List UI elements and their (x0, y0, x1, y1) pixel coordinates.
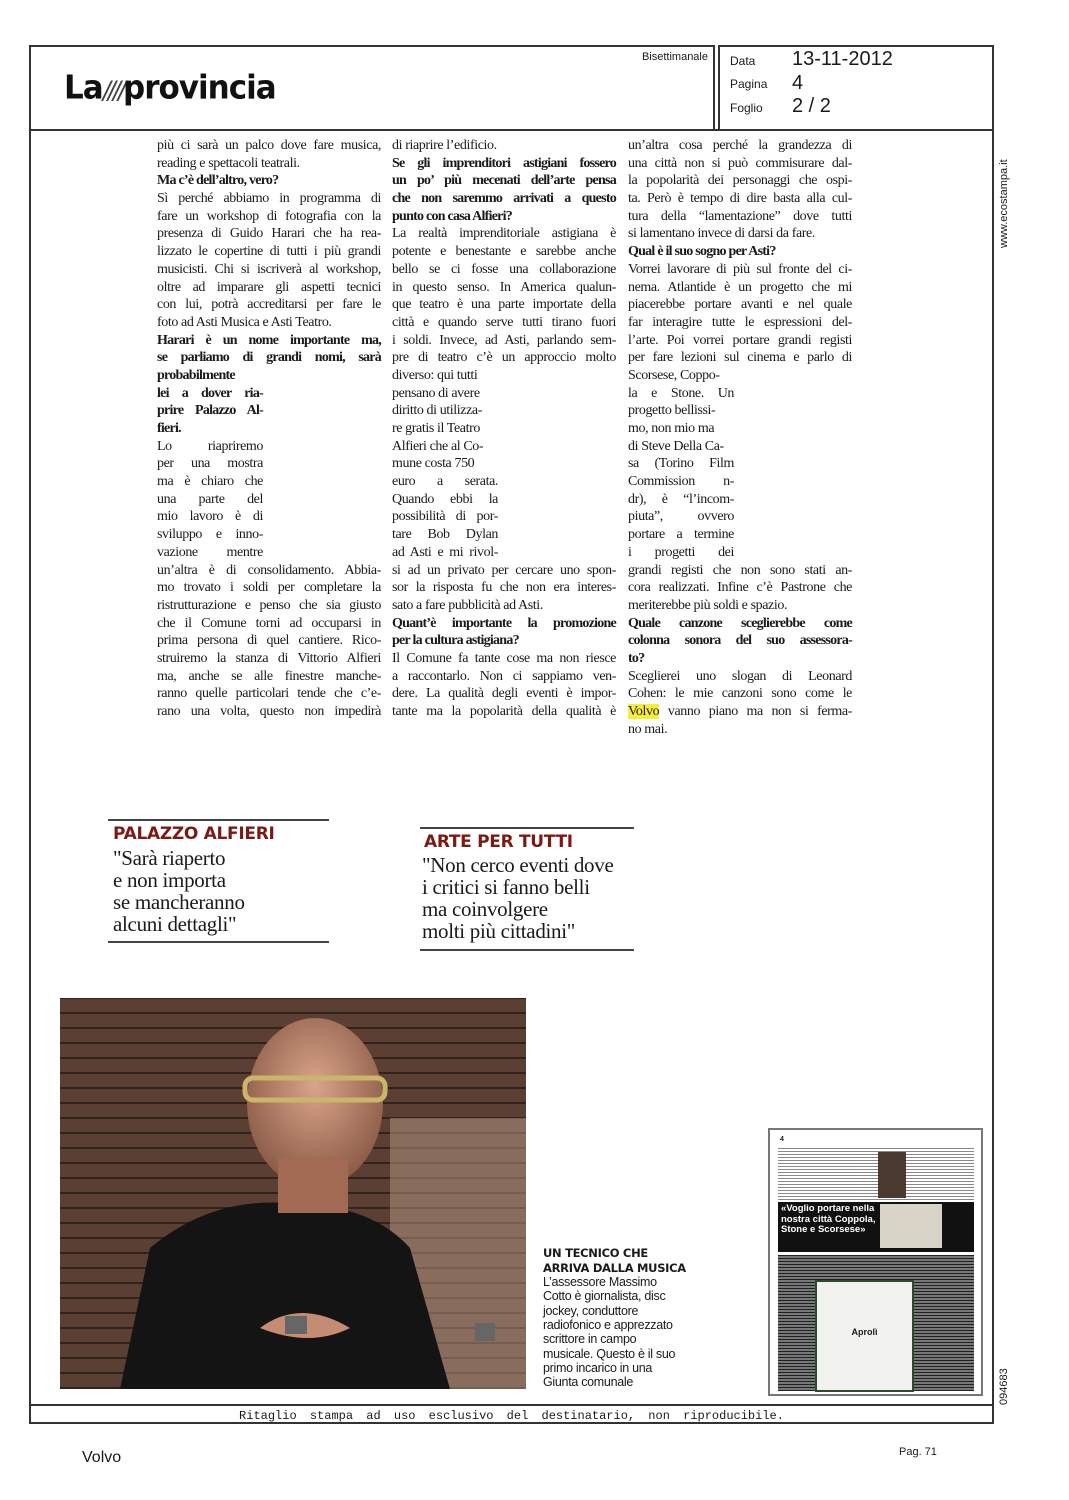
caption-line: primo incarico in una (543, 1360, 653, 1375)
page-label: Pagina (730, 77, 768, 91)
pullquote-line: "Sarà riaperto (113, 846, 226, 870)
text-line: di Steve Della Ca- (628, 438, 724, 454)
question-line: lei a dover ria- (157, 385, 263, 401)
text-line: per fare lezioni sul cinema e parlo di (628, 350, 852, 366)
pullquote-line: "Non cerco eventi dove (422, 853, 614, 877)
question-line: per la cultura astigiana? (392, 633, 519, 649)
question-line: Harari è un nome importante ma, (157, 332, 381, 348)
pullquote-line: e non importa (113, 868, 226, 892)
text-line: di riaprire l’edificio. (392, 138, 497, 153)
text-line: ad Asti e mi rivol- (392, 544, 498, 560)
text-line: ta. Però è tempo di dire basta alla cul- (628, 191, 852, 207)
thumbnail-photo (880, 1204, 942, 1248)
question-line: Se gli imprenditori astigiani fossero (392, 155, 616, 171)
question-line: Ma c’è dell’altro, vero? (157, 173, 279, 189)
caption-line: scrittore in campo (543, 1332, 637, 1347)
pullquote-line: alcuni dettagli" (113, 912, 237, 936)
text-line (628, 703, 852, 721)
logo-text: La (64, 69, 103, 107)
text-line: Vorrei lavorare di più sul fronte del ci- (628, 261, 852, 277)
portrait-photo (60, 998, 526, 1389)
question-line: fieri. (157, 421, 181, 436)
text-line: che il Comune torni ad occuparsi in (157, 615, 381, 631)
text-line: piuta”, ovvero (628, 509, 734, 525)
text-line: pre di teatro c’è un approccio molto (392, 350, 616, 366)
logo-slashes: //// (102, 75, 124, 105)
text-line: La realtà imprenditoriale astigiana è (392, 226, 616, 242)
text-line: la e Stone. Un (628, 385, 734, 401)
date-label: Data (730, 54, 756, 68)
text-line: Quando ebbi la (392, 491, 498, 507)
caption-line: L’assessore Massimo (543, 1275, 657, 1289)
text-line: que teatro è una parte importate della (392, 297, 616, 313)
newspaper-logo (64, 69, 276, 107)
text-line: Sì perché abbiamo in programma di (157, 191, 381, 207)
text-line: ma, anche se alle finestre manche- (157, 668, 381, 684)
text-line: pensano di avere (392, 385, 480, 401)
website-label: www.ecostampa.it (998, 159, 1010, 248)
clipping-code: 094683 (998, 1368, 1010, 1405)
text-line: foto ad Asti Musica e Asti Teatro. (157, 314, 332, 330)
pullquote-line: se mancheranno (113, 890, 245, 914)
text-line: lizzato le copertine di tutti i più grandi (157, 244, 381, 260)
text-line: tante ma la popolarità della qualità è (392, 704, 616, 719)
caption-line: musicale. Questo è il suo (543, 1346, 676, 1361)
logo-text: provincia (123, 69, 276, 107)
text-line: meriterebbe più soldi e spazio. (628, 597, 788, 613)
text-line: si ad un privato per cercare uno spon- (392, 562, 616, 578)
text-line: sato a fare pubblicità ad Asti. (392, 597, 543, 613)
text-line: no mai. (628, 721, 668, 737)
text-line: una città non si può commisurare dal- (628, 155, 852, 171)
thumbnail-text-block (778, 1146, 974, 1206)
thumbnail-photo (878, 1152, 906, 1198)
caption-line: Cotto è giornalista, disc (543, 1289, 666, 1304)
text-line: mo, non mio ma (628, 421, 715, 436)
text-line: i soldi. Invece, ad Asti, parlando sem- (392, 332, 616, 348)
text-line: Cohen: le mie canzoni sono come le (628, 686, 852, 702)
text-line: sviluppo e inno- (157, 527, 263, 543)
thumbnail-page-number: 4 (780, 1136, 784, 1143)
question-line: colonna sonora del suo assessora- (628, 633, 852, 649)
text-line: ristrutturazione e penso che sia giusto (157, 597, 381, 613)
text-line: diverso: qui tutti (392, 367, 478, 383)
text-line: Sceglierei uno slogan di Leonard (628, 668, 852, 684)
question-line: Quant’è importante la promozione (392, 615, 616, 631)
text-line: potente e benestante e sarebbe anche (392, 244, 616, 260)
text-line: un’altra è di consolidamento. Abbia- (157, 562, 381, 578)
text-line: sa (Torino Film (628, 456, 734, 472)
page-thumbnail (768, 1128, 983, 1396)
text-line: l’arte. Poi vorrei portare grandi registi (628, 332, 852, 348)
text-line: i progetti dei (628, 544, 734, 560)
text-line: la popolarità dei personaggi che ospi- (628, 173, 852, 189)
text-line: una parte del (157, 491, 263, 507)
text-line: piacerebbe portare avanti e nel quale (628, 297, 852, 313)
keyword-label: Volvo (82, 1449, 122, 1466)
question-line: prire Palazzo Al- (157, 403, 263, 419)
text-line: musicisti. Chi si iscriverà al workshop, (157, 261, 381, 277)
text-line: possibilità di por- (392, 509, 498, 525)
text-line: dr), è “l’incom- (628, 491, 734, 507)
text-line: bello se ci fosse una collaborazione (392, 261, 616, 277)
text-line: Il Comune fa tante cose ma non riesce (392, 650, 616, 666)
page-number: Pag. 71 (899, 1446, 937, 1458)
text-line: oltre ad imparare gli aspetti tecnici (157, 279, 381, 295)
text-line: città e quando serve tutti tirano fuori (392, 314, 616, 330)
thumbnail-headline: «Voglio portare nella nostra città Coppola, Stone e Scorsese» (781, 1203, 876, 1235)
footer-notice: Ritaglio stampa ad uso esclusivo del destinatario, non riproducibile. (31, 1404, 992, 1423)
text-line: Scorsese, Coppo- (628, 367, 720, 383)
text-line: tare Bob Dylan (392, 527, 498, 543)
text-line: ma è chiaro che (157, 474, 263, 490)
question-line: punto con casa Alfieri? (392, 208, 513, 224)
text-line: mune costa 750 (392, 456, 475, 472)
text-line: per una mostra (157, 456, 263, 472)
pullquote-heading: ARTE PER TUTTI (424, 832, 573, 852)
frequency-label: Bisettimanale (641, 51, 708, 63)
question-line: un po’ più mecenati dell’arte pensa (392, 173, 616, 189)
question-line: Quale canzone sceglierebbe come (628, 615, 852, 631)
text-line: re gratis il Teatro (392, 421, 480, 436)
page-value: 4 (792, 72, 804, 94)
article-column-2 (392, 137, 616, 721)
text-line: euro a serata. (392, 474, 498, 490)
caption-line: jockey, conduttore (543, 1303, 639, 1318)
sheet-value: 2 / 2 (792, 95, 831, 117)
text-line: vazione mentre (157, 544, 263, 560)
sheet-label: Foglio (730, 101, 763, 115)
text-line: mo trovato i soldi per completare la (157, 580, 381, 596)
pullquote-line: ma coinvolgere (422, 897, 548, 921)
text-line: fare un workshop di fotografia con la (157, 208, 381, 224)
text-line: in questo senso. In America qualun- (392, 279, 616, 295)
caption-line: radiofonico e apprezzato (543, 1317, 673, 1332)
divider (420, 827, 634, 829)
thumbnail-ad-title: Aprolì (851, 1327, 878, 1337)
text-line: prima persona di quel cantiere. Rico- (157, 633, 381, 649)
text-line: si lamentano invece di darsi da fare. (628, 226, 815, 242)
text-line: Alfieri che al Co- (392, 438, 484, 454)
highlighted-keyword: Volvo (628, 704, 660, 719)
divider (420, 949, 634, 951)
text-line: più ci sarà un palco dove fare musica, (157, 138, 381, 153)
text-line: dere. La qualità degli eventi è impor- (392, 686, 616, 702)
text-line: progetto bellissi- (628, 403, 716, 419)
text-line: struiremo la stanza di Vittorio Alfieri (157, 650, 381, 666)
text-fragment: vanno piano ma non si ferma- (659, 704, 852, 719)
text-line: un’altra cosa perché la grandezza di (628, 138, 852, 153)
article-column-3 (628, 137, 852, 738)
text-line: a raccontarlo. Non ci sappiamo ven- (392, 668, 616, 684)
portrait-illustration (60, 998, 526, 1389)
text-line: mio lavoro è di (157, 509, 263, 525)
text-line: Commission n- (628, 474, 734, 490)
text-line: presenza di Guido Harari che ha rea- (157, 226, 381, 242)
text-line: sor la risposta fu che non era interes- (392, 580, 616, 596)
text-line: far interagire tutte le espressioni del- (628, 314, 852, 330)
question-line: probabilmente (157, 367, 235, 383)
pullquote-line: i critici si fanno belli (422, 875, 590, 899)
question-line: che non saremmo arrivati a questo (392, 191, 616, 207)
text-line: Lo riapriremo (157, 438, 263, 454)
text-line: grandi registi che non sono stati an- (628, 562, 852, 578)
thumbnail-ad (815, 1280, 914, 1392)
caption-title: UN TECNICO CHE (543, 1246, 648, 1260)
pullquote-line: molti più cittadini" (422, 919, 576, 943)
caption-line: Giunta comunale (543, 1375, 634, 1390)
text-line: cora realizzati. Infine c’è Pastrone che (628, 580, 852, 596)
divider (108, 941, 329, 943)
text-line: ranno quelle particolari tende che c’e- (157, 686, 381, 702)
text-line: nema. Atlantide è un progetto che mi (628, 279, 852, 295)
date-value: 13-11-2012 (792, 48, 893, 70)
question-line: se parliamo di grandi nomi, sarà (157, 350, 381, 366)
caption-title: ARRIVA DALLA MUSICA (543, 1261, 686, 1275)
text-line: portare a termine (628, 527, 734, 543)
text-line: rano una volta, questo non impedirà (157, 704, 381, 719)
pullquote-heading: PALAZZO ALFIERI (113, 824, 275, 844)
text-line: tura della “lamentazione” dove tutti (628, 208, 852, 224)
question-line: Qual è il suo sogno per Asti? (628, 244, 776, 260)
article-column-1 (157, 137, 381, 721)
divider (108, 819, 329, 821)
text-line: con lui, potrà accreditarsi per fare le (157, 297, 381, 313)
question-line: to? (628, 650, 645, 666)
text-line: reading e spettacoli teatrali. (157, 155, 300, 171)
text-line: diritto di utilizza- (392, 403, 482, 419)
